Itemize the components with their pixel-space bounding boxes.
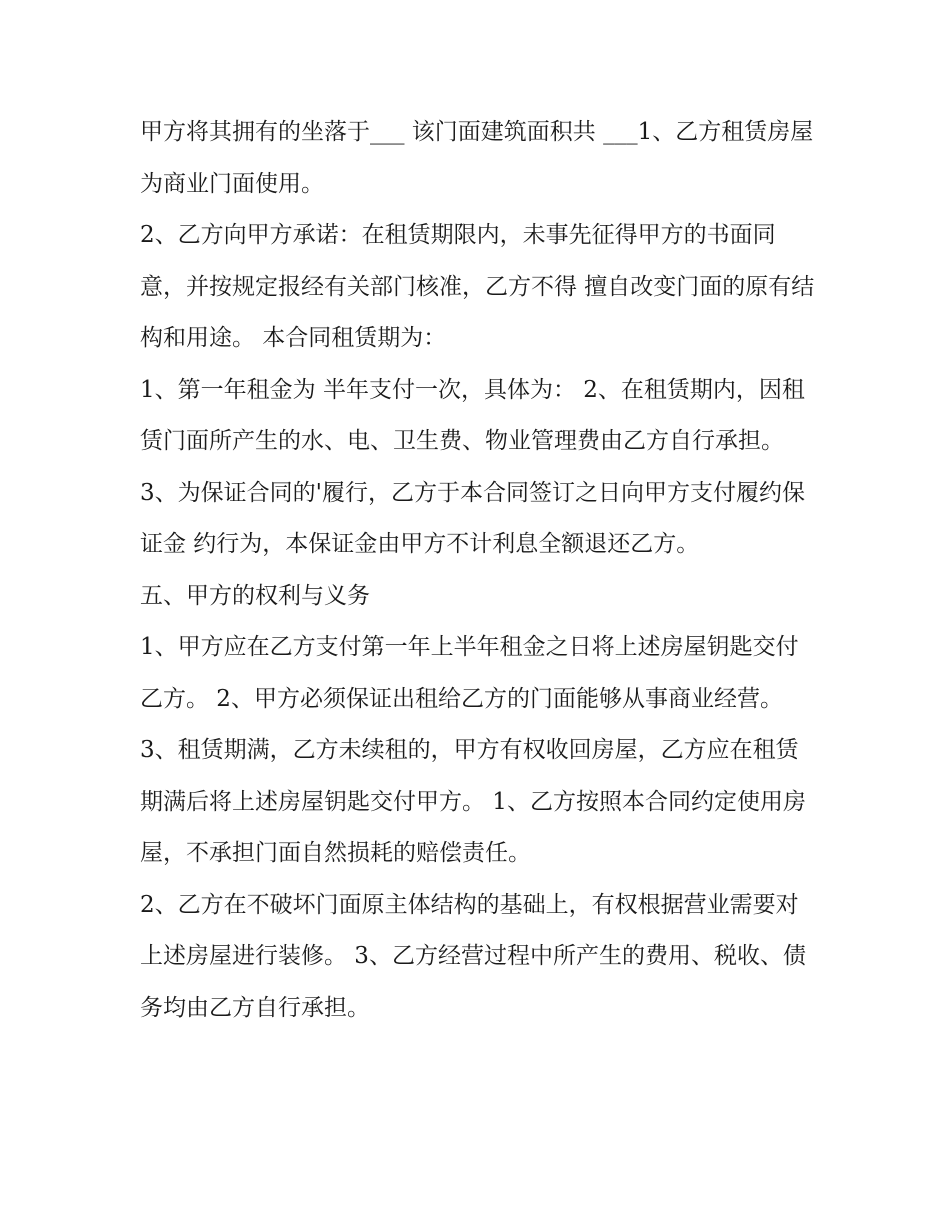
paragraph-rent-payment: 1、第一年租金为 半年支付一次，具体为： 2、在租赁期内，因租赁门面所产生的水、电、卫生费、物业管理费由乙方自行承担。	[140, 376, 805, 454]
document-body	[140, 107, 820, 1034]
paragraph-tenant-promise: 2、乙方向甲方承诺：在租赁期限内，未事先征得甲方的书面同意，并按规定报经有关部门核准，乙方不得 擅自改变门面的原有结构和用途。 本合同租赁期为：	[140, 222, 815, 351]
paragraph-renovation-costs: 2、乙方在不破坏门面原主体结构的基础上，有权根据营业需要对上述房屋进行装修。 3、乙方经营过程中所产生的费用、税收、债务均由乙方自行承担。	[140, 891, 806, 1021]
paragraph-location-area: 甲方将其拥有的坐落于___ 该门面建筑面积共 ___1、乙方租赁房屋为商业门面使用。	[140, 119, 814, 197]
paragraph-deposit: 3、为保证合同的'履行，乙方于本合同签订之日向甲方支付履约保证金 约行为，本保证金由甲方不计利息全额退还乙方。	[140, 479, 805, 557]
paragraph-lease-expiry: 3、租赁期满，乙方未续租的，甲方有权收回房屋，乙方应在租赁期满后将上述房屋钥匙交付甲方。 1、乙方按照本合同约定使用房屋，不承担门面自然损耗的赔偿责任。	[140, 737, 806, 866]
paragraph-key-delivery: 1、甲方应在乙方支付第一年上半年租金之日将上述房屋钥匙交付乙方。 2、甲方必须保证出租给乙方的门面能够从事商业经营。	[140, 634, 799, 712]
section-heading-landlord-rights: 五、甲方的权利与义务	[140, 582, 370, 609]
